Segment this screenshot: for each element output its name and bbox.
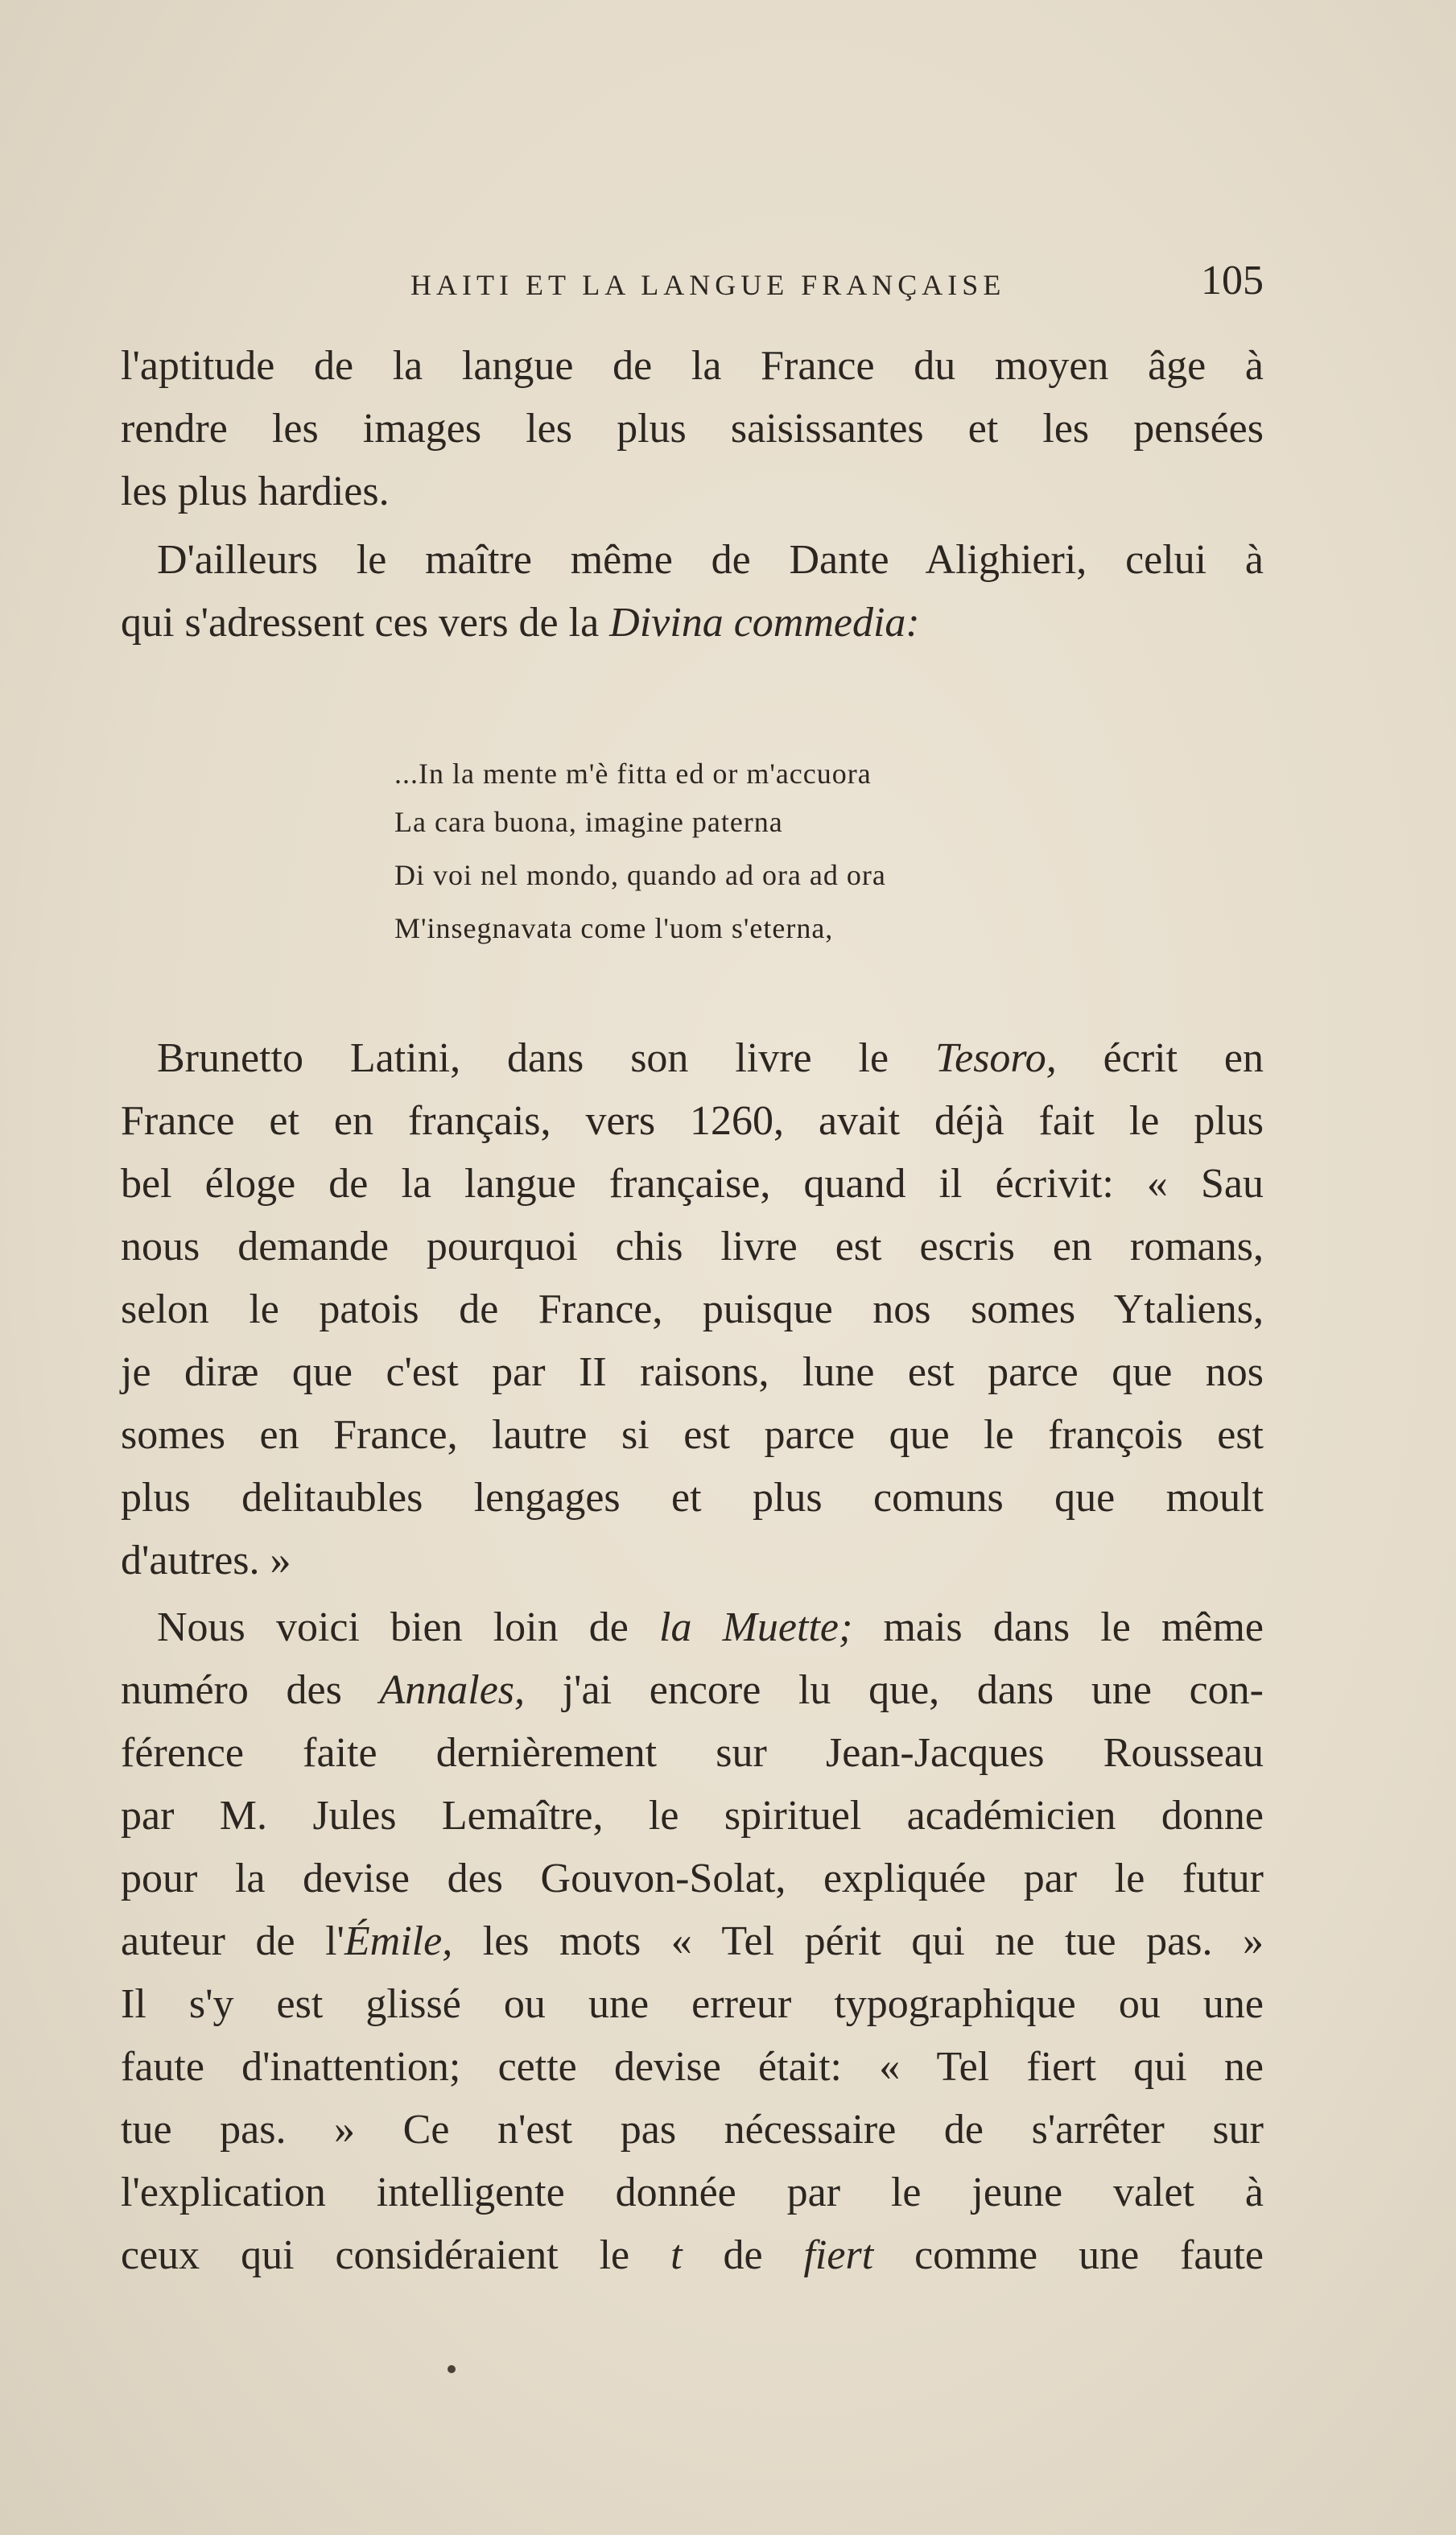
text-line: l'explication intelligente donnée par le jeune valet à	[121, 2170, 1264, 2215]
text-span: mais dans le même	[852, 1604, 1264, 1650]
text-span: de	[682, 2232, 804, 2278]
text-line: rendre les images les plus saisissantes et les pensées	[121, 406, 1264, 452]
text-line	[121, 1910, 1264, 1973]
running-title: HAITI ET LA LANGUE FRANÇAISE	[410, 269, 1006, 301]
italic-title: Annales,	[379, 1667, 526, 1713]
text-span: qui s'adressent ces vers de la	[121, 600, 610, 646]
ink-speck	[448, 2365, 456, 2373]
italic-word: fiert	[803, 2232, 874, 2278]
text-line: somes en France, lautre si est parce que le françois est	[121, 1412, 1264, 1458]
text-span: numéro des	[121, 1667, 380, 1713]
italic-title: la Muette;	[659, 1604, 853, 1650]
text-line: Il s'y est glissé ou une erreur typographique ou une	[121, 1981, 1264, 2027]
text-line: selon le patois de France, puisque nos somes Ytaliens,	[121, 1286, 1264, 1332]
verse-line: Di voi nel mondo, quando ad ora ad ora	[394, 859, 886, 891]
italic-title: Tesoro,	[934, 1035, 1057, 1081]
italic-title: Émile,	[344, 1918, 453, 1964]
text-line: d'autres. »	[121, 1538, 291, 1583]
text-line: bel éloge de la langue française, quand il écrivit: « Sau	[121, 1161, 1264, 1207]
text-line: férence faite dernièrement sur Jean-Jacques Rousseau	[121, 1730, 1264, 1776]
text-span: auteur de l'	[121, 1918, 344, 1964]
text-line	[157, 1027, 1264, 1090]
text-span: Brunetto Latini, dans son livre le	[157, 1035, 935, 1081]
text-line: D'ailleurs le maître même de Dante Alighieri, celui à	[157, 537, 1264, 583]
text-line: les plus hardies.	[121, 469, 390, 514]
text-span: ceux qui considéraient le	[121, 2232, 671, 2278]
italic-title: Divina commedia:	[609, 600, 920, 646]
text-line: plus delitaubles lengages et plus comuns que moult	[121, 1475, 1264, 1521]
text-line: faute d'inattention; cette devise était: « Tel fiert qui ne	[121, 2044, 1264, 2090]
text-line: je diræ que c'est par II raisons, lune est parce que nos	[121, 1349, 1264, 1395]
verse-line: ...In la mente m'è fitta ed or m'accuora	[394, 758, 872, 790]
text-line: France et en français, vers 1260, avait déjà fait le plus	[121, 1098, 1264, 1144]
page-header	[121, 254, 1264, 318]
text-line	[157, 1596, 1264, 1659]
text-line: par M. Jules Lemaître, le spirituel académicien donne	[121, 1793, 1264, 1839]
text-line	[121, 592, 1264, 654]
text-line: tue pas. » Ce n'est pas nécessaire de s'arrêter sur	[121, 2107, 1264, 2153]
text-line: pour la devise des Gouvon-Solat, expliquée par le futur	[121, 1856, 1264, 1901]
text-span: Nous voici bien loin de	[157, 1604, 660, 1650]
text-span: comme une faute	[873, 2232, 1264, 2278]
text-span: j'ai encore lu que, dans une con-	[525, 1667, 1264, 1713]
text-line	[121, 2224, 1264, 2287]
verse-line: La cara buona, imagine paterna	[394, 806, 783, 838]
text-span: les mots « Tel périt qui ne tue pas. »	[452, 1918, 1264, 1964]
text-line: l'aptitude de la langue de la France du moyen âge à	[121, 343, 1264, 389]
text-line	[121, 1659, 1264, 1722]
page-number: 105	[1201, 258, 1264, 303]
verse-line: M'insegnavata come l'uom s'eterna,	[394, 912, 834, 944]
italic-letter: t	[670, 2232, 683, 2278]
text-line: nous demande pourquoi chis livre est escris en romans,	[121, 1224, 1264, 1270]
text-span: écrit en	[1056, 1035, 1264, 1081]
